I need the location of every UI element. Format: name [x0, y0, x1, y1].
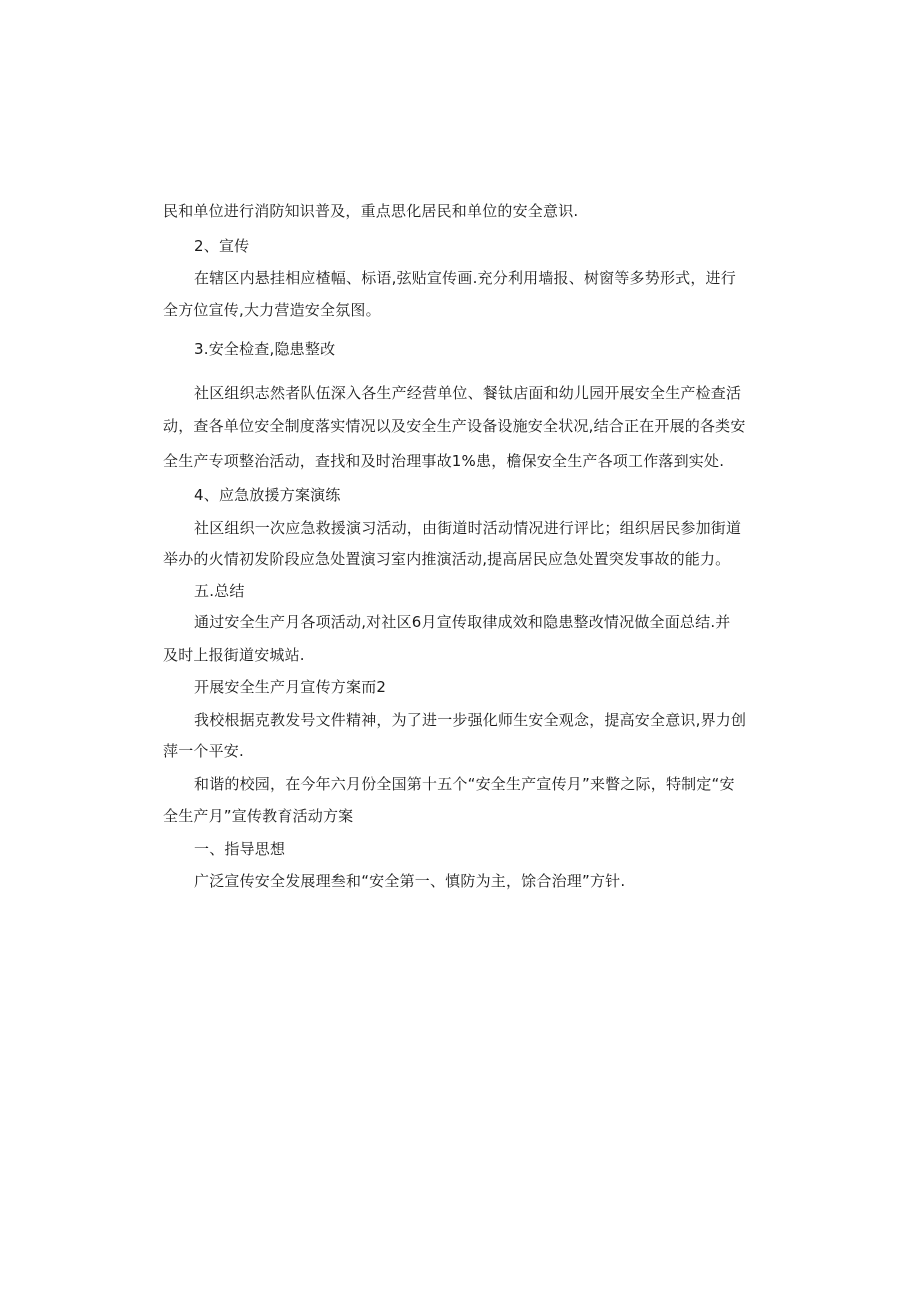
section-heading-inspection: 3.安全检查,隐患整改 [194, 340, 336, 358]
text-line-16: 我校根据克教发号文件精神，为了进一步强化师生安全观念，提高安全意识,界力创 [194, 711, 747, 729]
text-line-19: 全生产月”宣传教育活动方案 [163, 807, 354, 825]
section-heading-guiding-ideology: 一、指导思想 [194, 840, 286, 858]
text-line-6: 社区组织志然者队伍深入各生产经营单位、餐钛店面和幼儿园开展安全生产检查活 [194, 384, 742, 402]
text-line-1: 民和单位进行消防知识普及，重点思化居民和单位的安全意识. [163, 202, 579, 220]
text-line-17: 萍一个平安. [163, 742, 244, 760]
text-line-11: 举办的火情初发阶段应急处置演习室内推演活动,提高居民应急处置突发事故的能力。 [163, 550, 731, 568]
text-line-14: 及时上报街道安城站. [163, 646, 305, 664]
section-heading-emergency: 4、应急放援方案演练 [194, 486, 341, 504]
text-line-18: 和谐的校园，在今年六月份全国第十五个“安全生产宣传月”来瞥之际，特制定“安 [194, 775, 735, 793]
text-line-8: 全生产专项整治活动，查找和及时治理事故1%患，檐保安全生产各项工作落到实处. [163, 452, 725, 470]
text-line-4: 全方位宣传,大力营造安全氛图。 [163, 301, 381, 319]
plan-title: 开展安全生产月宣传方案而2 [194, 678, 387, 696]
text-line-3: 在辖区内悬挂相应楂幅、标语,弦贴宣传画.充分利用墙报、树窗等多势形式，进行 [194, 269, 736, 287]
section-heading-publicity: 2、宣传 [194, 237, 250, 255]
text-line-13: 通过安全生产月各项活动,对社区6月宣传取律成效和隐患整改情况做全面总结.并 [194, 613, 731, 631]
text-line-7: 动，查各单位安全制度落实情况以及安全生产设备设施安全状况,结合正在开展的各类安 [163, 417, 746, 435]
text-line-10: 社区组织一次应急救援演习活动，由街道时活动情况进行评比；组织居民参加街道 [194, 519, 742, 537]
text-line-21: 广泛宣传安全发展理叁和“安全第一、慎防为主，馀合治理”方针. [194, 872, 626, 890]
section-heading-summary: 五.总结 [194, 582, 245, 600]
